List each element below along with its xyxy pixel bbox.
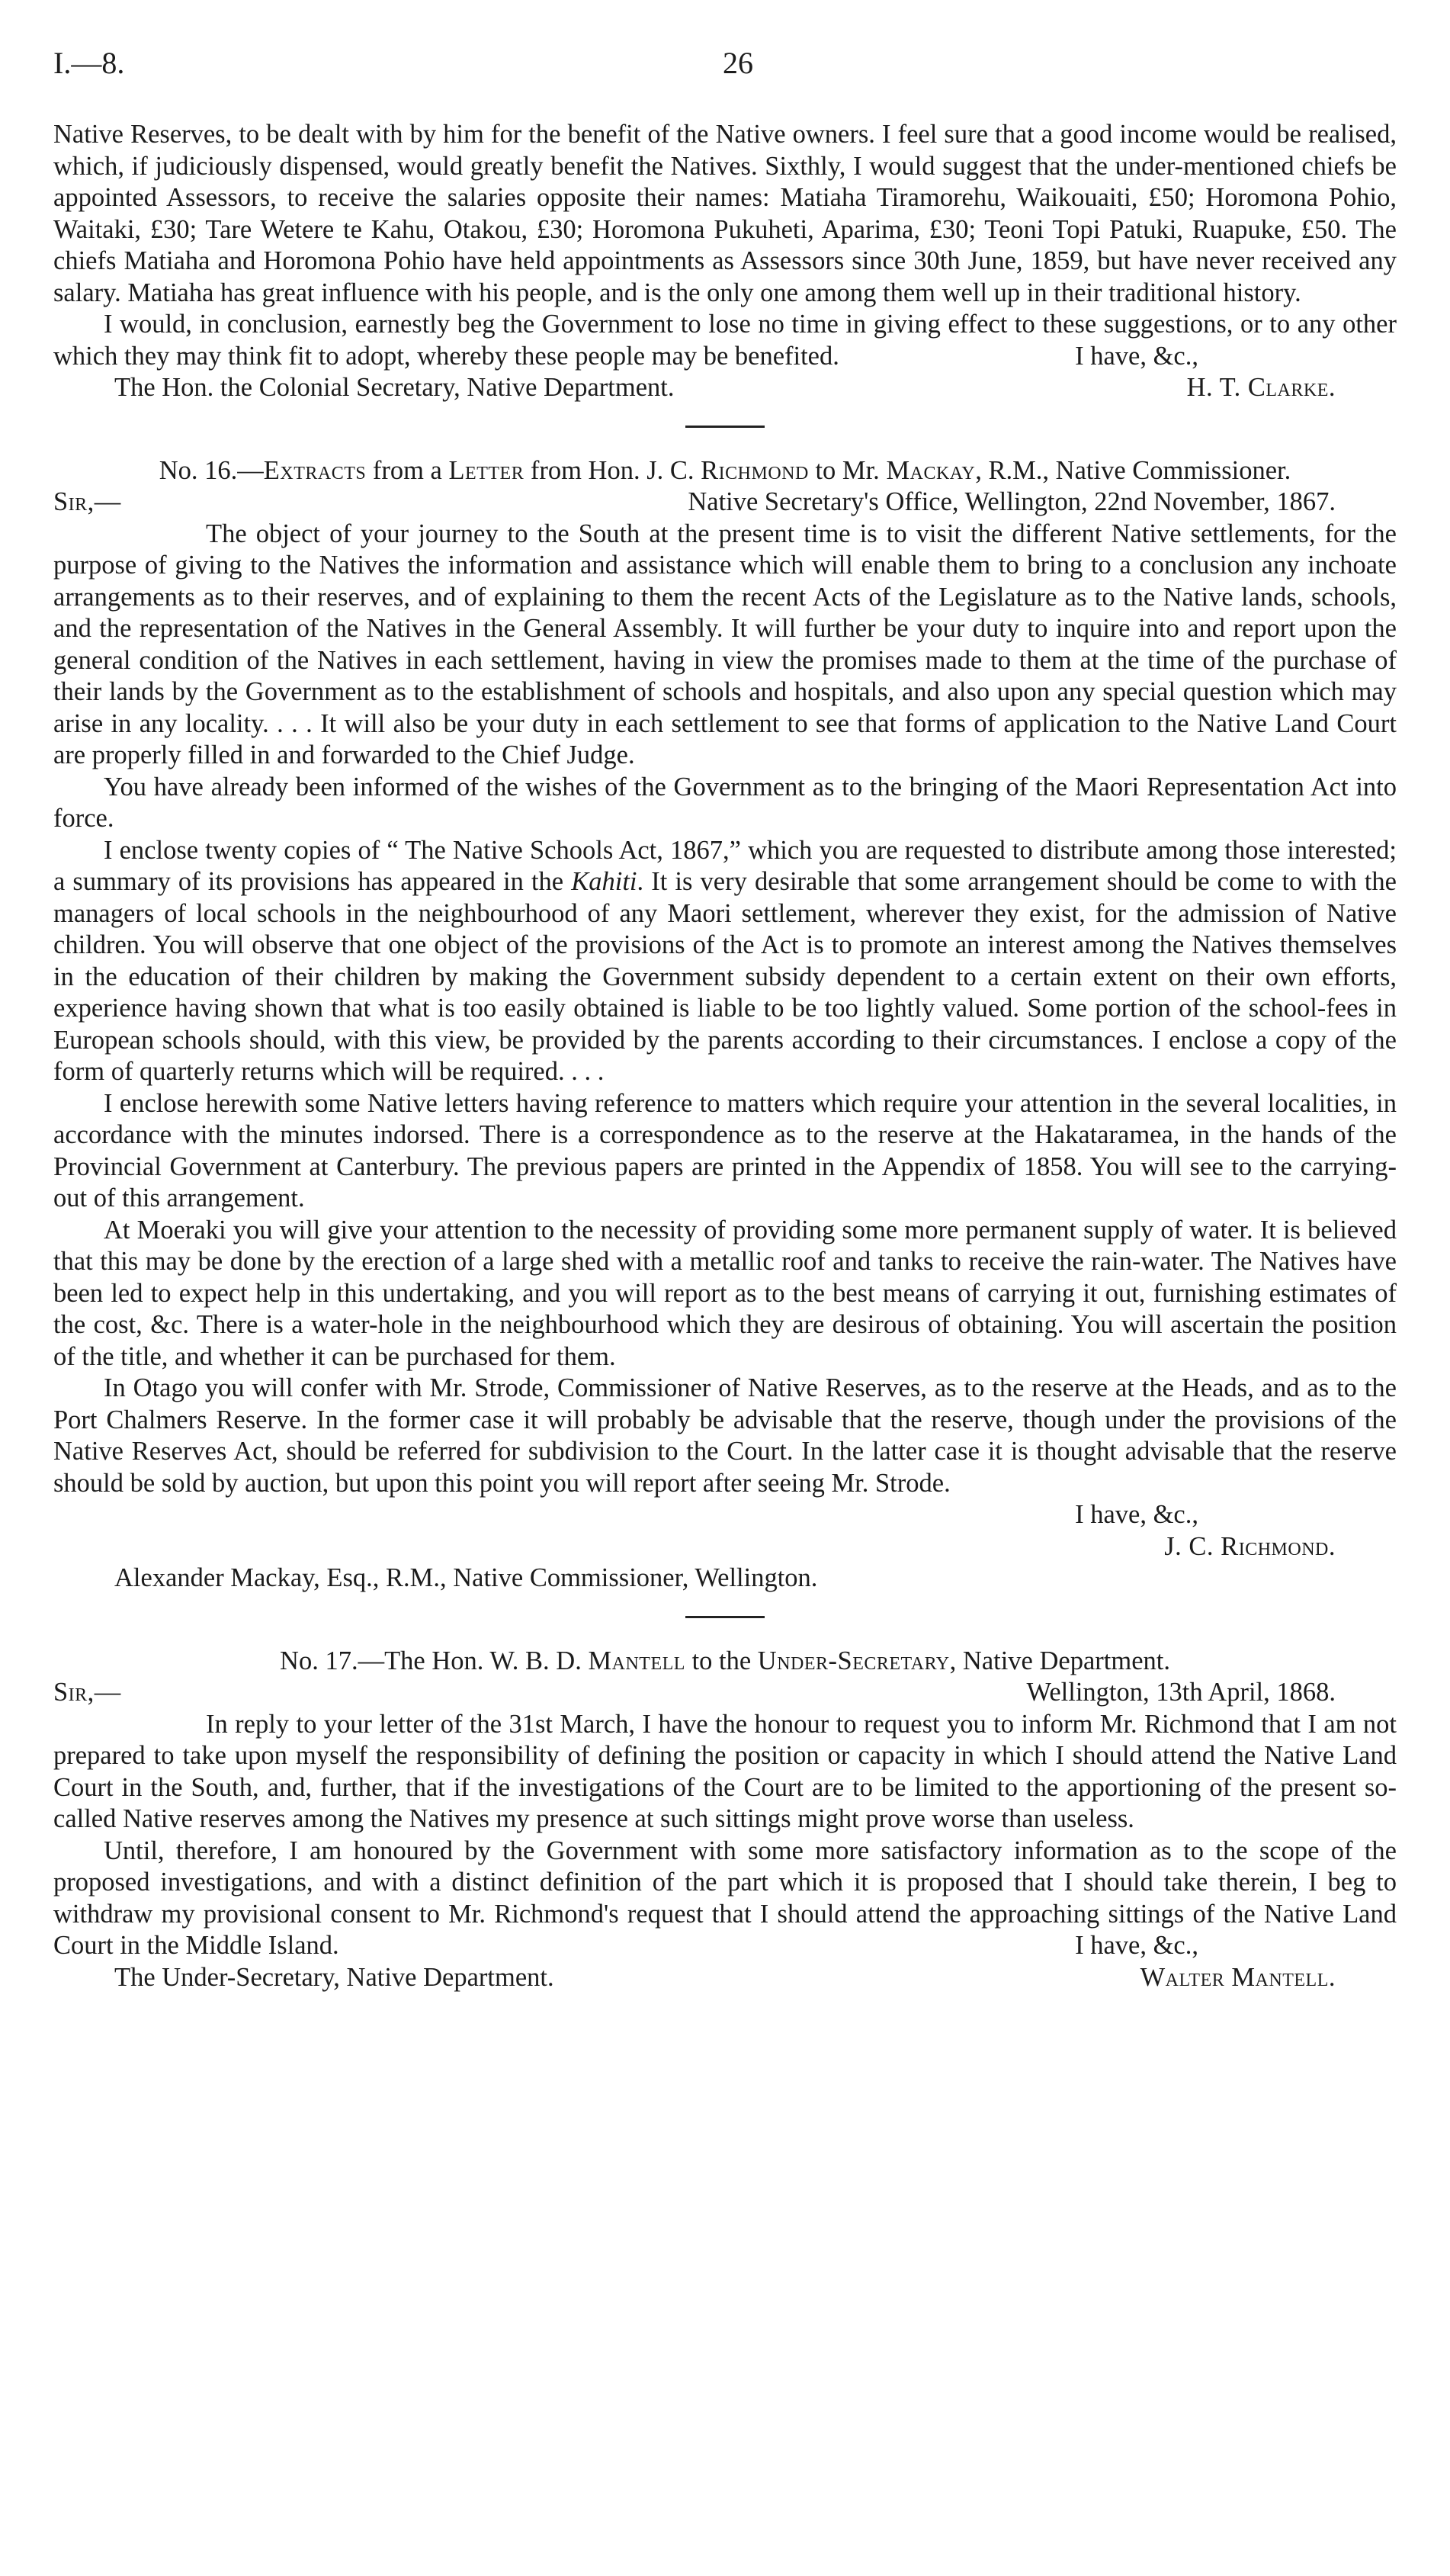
page-number: 26 — [723, 46, 753, 80]
letter-16-place-date: Native Secretary's Office, Wellington, 22nd November, 1867. — [688, 487, 1336, 516]
letter-17-addressee: The Under-Secretary, Native Department. — [114, 1962, 554, 1992]
clarke-paragraph-1: Native Reserves, to be dealt with by him for the benefit of the Native owners. I feel sure that a good income would be realised, which, if judiciously dispensed, would greatly benefit the Natives. Sixthly, I would suggest that the under-mentioned chiefs be appointed Assessors, to receive the salaries opposite their names: Matiaha Tiramorehu, Waikouaiti, £50; Horomona Pohio, Waitaki, £30; Tare Wetere te Kahu, Otakou, £30; Horomona Pukuheti, Aparima, £30; Teoni Topi Patuki, Ruapuke, £50. The chiefs Matiaha and Horomona Pohio have held appointments as Assessors since 30th June, 1859, but have never received any salary. Matiaha has great influence with his people, and is the only one among them well up in their traditional history. — [53, 120, 1397, 307]
letter-17-salutation-row — [53, 1677, 1397, 1709]
letter-16-closing: I have, &c., — [1075, 1500, 1198, 1529]
letter-17-closing: I have, &c., — [1075, 1931, 1198, 1960]
letter-16-paragraph-1: The object of your journey to the South at the present time is to visit the different Native settlements, for the purpose of giving to the Natives the information and assistance which will enable them to bring to a conclusion any inchoate arrangements as to their reserves, and of explaining to them the recent Acts of the Legislature as to the Native lands, schools, and the representation of the Natives in the General Assembly. It will further be your duty to inquire into and report upon the general condition of the Natives in each settlement, having in view the promises made to them at the time of the purchase of their lands by the Government as to the establishment of schools and hospitals, and also upon any special question which may arise in any locality. . . . It will also be your duty in each settlement to see that forms of application to the Native Land Court are properly filled in and forwarded to the Chief Judge. — [53, 519, 1397, 769]
page-id: I.—8. — [53, 46, 125, 80]
letter-17-salutation: Sir,— — [53, 1678, 121, 1707]
section-divider-1 — [685, 426, 765, 428]
clarke-signature-line — [53, 372, 1397, 404]
letter-16-salutation-row — [53, 487, 1397, 519]
letter-17-paragraph-1: In reply to your letter of the 31st March, I have the honour to request you to inform Mr. Richmond that I am not prepared to take upon myself the responsibility of defining the position or capacity in which I should attend the Native Land Court in the South, and, further, that if the investigations of the Court are to be limited to the apportioning of the present so-called Native reserves among the Natives my presence at such sittings might prove worse than useless. — [53, 1709, 1397, 1833]
letter-17-heading: No. 17.—The Hon. W. B. D. Mantell to the Under-Secretary, Native Department. — [280, 1646, 1170, 1675]
letter-17-place-date: Wellington, 13th April, 1868. — [1026, 1678, 1336, 1707]
clarke-addressee: The Hon. the Colonial Secretary, Native Department. — [114, 373, 675, 402]
letter-16-paragraph-3: I enclose twenty copies of “ The Native Schools Act, 1867,” which you are requested to distribute among those interested; a summary of its provisions has appeared in the Kahiti. It is very desirable that some arrangement should be come to with the managers of local schools in the neighbourhood of any Maori settlement, wherever they exist, for the admission of Native children. You will observe that one object of the provisions of the Act is to promote an interest among the Natives themselves in the education of their children by making the Government subsidy dependent to a certain extent on their own efforts, experience having shown that what is too easily obtained is liable to be too lightly valued. Some portion of the school-fees in European schools should, with this view, be provided by the parents according to their circumstances. I enclose a copy of the form of quarterly returns which will be required. . . . — [53, 835, 1397, 1086]
clarke-paragraph-2: I would, in conclusion, earnestly beg the Government to lose no time in giving effect to these suggestions, or to any other which they may think fit to adopt, whereby these people may be benefited. — [53, 310, 1397, 371]
clarke-closing: I have, &c., — [1075, 341, 1198, 371]
letter-16-paragraph-4: I enclose herewith some Native letters having reference to matters which require your attention in the several localities, in accordance with the minutes indorsed. There is a correspondence as to the reserve at the Hakataramea, in the hands of the Provincial Government at Canterbury. The previous papers are printed in the Appendix of 1858. You will see to the carrying-out of this arrangement. — [53, 1088, 1397, 1213]
letter-17-signature-line — [53, 1962, 1397, 1994]
letter-17-signature: Walter Mantell. — [1140, 1962, 1336, 1992]
clarke-letter — [53, 119, 1397, 404]
letter-16-addressee: Alexander Mackay, Esq., R.M., Native Commissioner, Wellington. — [114, 1563, 818, 1592]
letter-16-paragraph-2: You have already been informed of the wishes of the Government as to the bringing of the Maori Representation Act into force. — [53, 772, 1397, 833]
page-content — [53, 119, 1397, 1993]
letter-17 — [53, 1646, 1397, 1994]
letter-16-paragraph-5: At Moeraki you will give your attention to the necessity of providing some more permanent supply of water. It is believed that this may be done by the erection of a large shed with a metallic roof and tanks to receive the rain-water. The Natives have been led to expect help in this undertaking, and you will report as to the best means of carrying it out, furnishing estimates of the cost, &c. There is a water-hole in the neighbourhood which they are desirous of obtaining. You will ascertain the position of the title, and whether it can be purchased for them. — [53, 1215, 1397, 1371]
letter-16-salutation: Sir,— — [53, 487, 121, 516]
letter-17-paragraph-2: Until, therefore, I am honoured by the Government with some more satisfactory information as to the scope of the proposed investigations, and with a distinct definition of the part which it is proposed that I should take therein, I beg to withdraw my provisional consent to Mr. Richmond's request that I should attend the approaching sittings of the Native Land Court in the Middle Island. — [53, 1836, 1397, 1960]
letter-16-paragraph-6: In Otago you will confer with Mr. Strode, Commissioner of Native Reserves, as to the reserve at the Heads, and as to the Port Chalmers Reserve. In the former case it will probably be advisable that the reserve, though under the provisions of the Native Reserves Act, should be referred for subdivision to the Court. In the latter case it is thought advisable that the reserve should be sold by auction, but upon this point you will report after seeing Mr. Strode. — [53, 1373, 1397, 1498]
page-header — [53, 47, 1410, 85]
letter-16 — [53, 455, 1397, 1595]
letter-16-signature: J. C. Richmond. — [1164, 1531, 1336, 1561]
letter-16-heading: No. 16.—Extracts from a Letter from Hon. J. C. Richmond to Mr. Mackay, R.M., Native Commissioner. — [159, 455, 1291, 485]
clarke-signature: H. T. Clarke. — [1186, 373, 1336, 402]
section-divider-2 — [685, 1616, 765, 1618]
